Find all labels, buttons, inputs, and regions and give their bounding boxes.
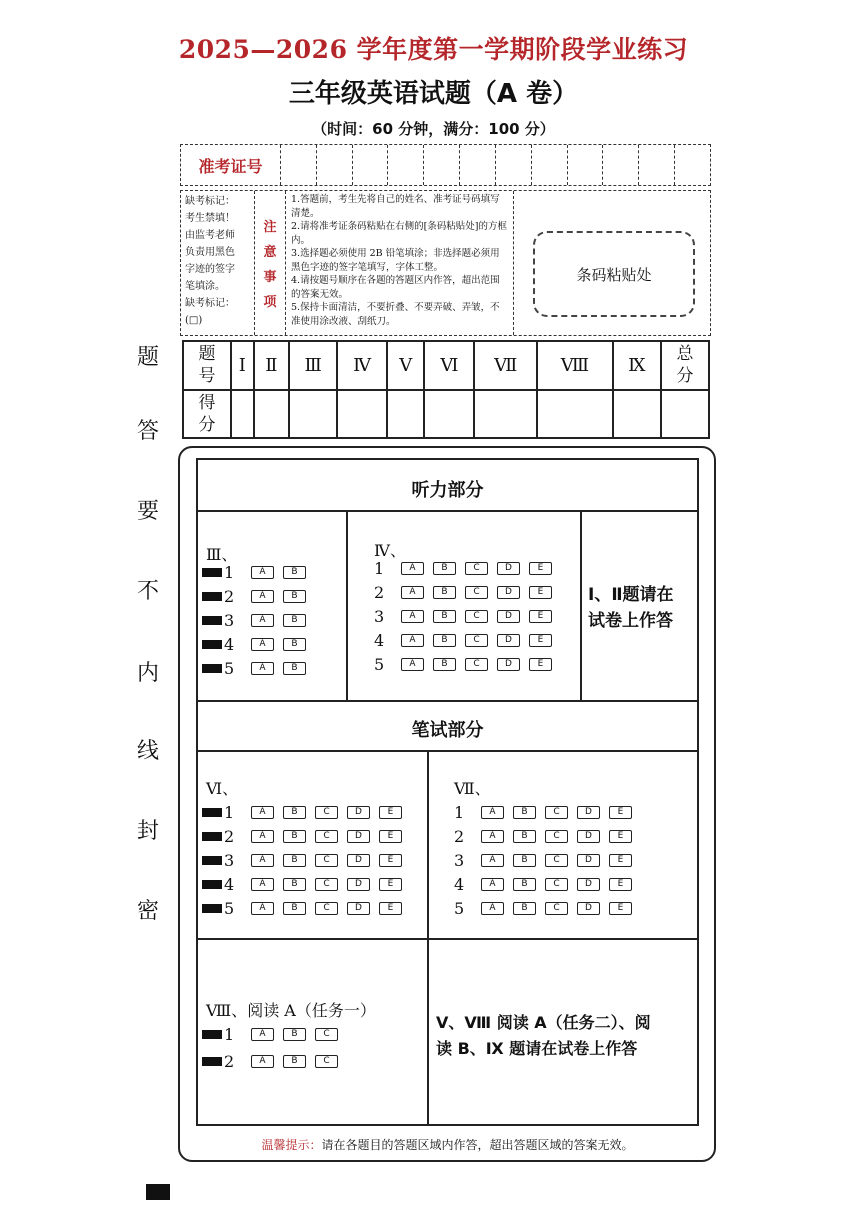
question-number: 5 <box>224 658 235 678</box>
writing-note: Ⅴ、Ⅷ 阅读 A（任务二）、阅 读 B、Ⅸ 题请在试卷上作答 <box>436 1013 651 1058</box>
rule-item: 4.请按题号顺序在各题的答题区内作答，超出范围的答案无效。 <box>291 275 500 300</box>
answer-bubble-c[interactable]: C <box>465 586 488 599</box>
barcode-area[interactable]: 条码粘贴处 <box>533 231 695 317</box>
question-number: 1 <box>224 1024 235 1044</box>
divider <box>198 510 697 512</box>
alignment-mark <box>146 1184 170 1200</box>
answer-bubble-b[interactable]: B <box>283 854 306 867</box>
absence-mark-line: 笔填涂。 <box>185 281 225 292</box>
answer-bubble-a[interactable]: A <box>481 878 504 891</box>
answer-bubble-d[interactable]: D <box>497 562 520 575</box>
answer-bubble-a[interactable]: A <box>481 902 504 915</box>
score-table <box>182 340 710 439</box>
timing-mark <box>202 880 222 889</box>
score-cell[interactable] <box>254 390 289 439</box>
q8-label: Ⅷ、阅读 A（任务一） <box>206 1001 376 1020</box>
answer-row <box>202 660 306 676</box>
answer-bubble-a[interactable]: A <box>401 562 424 575</box>
answer-bubble-d[interactable]: D <box>347 902 370 915</box>
answer-bubble-a[interactable]: A <box>251 638 274 651</box>
question-number: 5 <box>224 898 235 918</box>
answer-bubble-d[interactable]: D <box>577 830 600 843</box>
answer-bubble-c[interactable]: C <box>315 902 338 915</box>
question-number: 4 <box>374 630 385 650</box>
answer-bubble-a[interactable]: A <box>251 902 274 915</box>
answer-bubble-a[interactable]: A <box>401 634 424 647</box>
answer-bubble-b[interactable]: B <box>283 638 306 651</box>
total-score-header: 总 分 <box>661 341 709 390</box>
answer-bubble-e[interactable]: E <box>529 562 552 575</box>
admission-digit-cell[interactable] <box>639 145 675 185</box>
q7-label: Ⅶ、 <box>454 779 491 798</box>
answer-bubble-b[interactable]: B <box>283 806 306 819</box>
answer-row <box>202 828 402 844</box>
timing-mark <box>202 1030 222 1039</box>
answer-bubble-b[interactable]: B <box>433 658 456 671</box>
answer-bubble-c[interactable]: C <box>545 854 568 867</box>
score-cell[interactable] <box>424 390 474 439</box>
exam-time-info: （时间：60 分钟，满分：100 分） <box>312 120 555 138</box>
question-number: 4 <box>224 634 235 654</box>
timing-mark <box>202 1057 222 1066</box>
hint-prefix: 温馨提示： <box>261 1138 322 1152</box>
answer-bubble-d[interactable]: D <box>497 586 520 599</box>
answer-bubble-e[interactable]: E <box>609 854 632 867</box>
divider <box>427 750 429 1124</box>
answer-bubble-a[interactable]: A <box>251 566 274 579</box>
answer-bubble-a[interactable]: A <box>251 854 274 867</box>
writing-section-title: 笔试部分 <box>411 720 484 741</box>
answer-bubble-d[interactable]: D <box>497 634 520 647</box>
admission-digit-cell[interactable] <box>532 145 568 185</box>
absence-mark-line: 缺考标记： <box>185 298 235 309</box>
answer-bubble-a[interactable]: A <box>401 610 424 623</box>
divider <box>198 938 697 940</box>
question-number: 3 <box>224 850 235 870</box>
answer-row <box>374 632 552 648</box>
answer-bubble-b[interactable]: B <box>513 806 536 819</box>
exam-subtitle: 三年级英语试题（A 卷） <box>288 79 579 109</box>
answer-row <box>202 1026 338 1042</box>
answer-bubble-d[interactable]: D <box>577 878 600 891</box>
answer-bubble-a[interactable]: A <box>251 878 274 891</box>
answer-bubble-d[interactable]: D <box>577 806 600 819</box>
hint-text: 请在各题目的答题区域内作答，超出答题区域的答案无效。 <box>321 1138 634 1152</box>
timing-mark <box>202 568 222 577</box>
answer-bubble-c[interactable]: C <box>465 658 488 671</box>
answer-bubble-c[interactable]: C <box>545 830 568 843</box>
score-cell[interactable] <box>613 390 661 439</box>
answer-bubble-c[interactable]: C <box>545 878 568 891</box>
admission-digit-cell[interactable] <box>317 145 353 185</box>
answer-bubble-a[interactable]: A <box>251 614 274 627</box>
question-number: 1 <box>454 802 465 822</box>
answer-bubble-a[interactable]: A <box>251 662 274 675</box>
answer-bubble-b[interactable]: B <box>513 902 536 915</box>
answer-bubble-c[interactable]: C <box>315 1055 338 1068</box>
question-number-header: 题 号 <box>183 341 231 390</box>
question-number: 1 <box>224 562 235 582</box>
answer-bubble-d[interactable]: D <box>497 658 520 671</box>
score-cell[interactable] <box>231 390 254 439</box>
question-number: 3 <box>374 606 385 626</box>
answer-row <box>202 876 402 892</box>
answer-row <box>202 804 402 820</box>
answer-bubble-c[interactable]: C <box>465 562 488 575</box>
answer-bubble-c[interactable]: C <box>315 854 338 867</box>
admission-number-label: 准考证号 <box>181 145 281 185</box>
answer-bubble-b[interactable]: B <box>433 634 456 647</box>
attention-char: 注 <box>263 220 277 235</box>
answer-bubble-b[interactable]: B <box>433 562 456 575</box>
answer-bubble-c[interactable]: C <box>545 806 568 819</box>
answer-bubble-c[interactable]: C <box>315 806 338 819</box>
answer-bubble-b[interactable]: B <box>283 662 306 675</box>
absence-mark-line: 缺考标记： <box>185 196 235 207</box>
attention-char: 意 <box>263 245 277 260</box>
answer-row <box>202 564 306 580</box>
seal-char: 线 <box>136 739 159 764</box>
seal-char: 题 <box>136 345 159 370</box>
answer-row <box>454 828 632 844</box>
q3-label: Ⅲ、 <box>206 545 238 564</box>
answer-area <box>196 458 699 1126</box>
answer-bubble-a[interactable]: A <box>401 586 424 599</box>
answer-bubble-b[interactable]: B <box>283 614 306 627</box>
answer-bubble-c[interactable]: C <box>545 902 568 915</box>
question-number: 3 <box>454 850 465 870</box>
notes-panel <box>180 190 711 336</box>
timing-mark <box>202 616 222 625</box>
answer-bubble-e[interactable]: E <box>379 854 402 867</box>
warm-hint <box>196 1136 699 1153</box>
answer-bubble-a[interactable]: A <box>251 1055 274 1068</box>
answer-row <box>454 900 632 916</box>
absence-mark-box <box>181 191 255 335</box>
answer-bubble-e[interactable]: E <box>379 806 402 819</box>
attention-heading <box>255 191 286 335</box>
seal-char: 要 <box>136 499 159 524</box>
answer-row <box>202 612 306 628</box>
score-col-header: Ⅵ <box>424 341 474 390</box>
seal-char: 答 <box>136 419 159 444</box>
timing-mark <box>202 640 222 649</box>
score-row-header: 得 分 <box>183 390 231 439</box>
answer-bubble-b[interactable]: B <box>283 590 306 603</box>
answer-bubble-b[interactable]: B <box>433 586 456 599</box>
answer-bubble-b[interactable]: B <box>513 878 536 891</box>
answer-bubble-e[interactable]: E <box>379 830 402 843</box>
answer-bubble-e[interactable]: E <box>609 902 632 915</box>
score-cell[interactable] <box>537 390 613 439</box>
answer-bubble-d[interactable]: D <box>347 830 370 843</box>
answer-row <box>454 876 632 892</box>
answer-bubble-d[interactable]: D <box>497 610 520 623</box>
answer-bubble-e[interactable]: E <box>529 658 552 671</box>
score-cell[interactable] <box>474 390 537 439</box>
answer-row <box>374 656 552 672</box>
answer-bubble-e[interactable]: E <box>609 830 632 843</box>
exam-main-title: 2025—2026 学年度第一学期阶段学业练习 <box>178 35 689 64</box>
answer-bubble-c[interactable]: C <box>315 878 338 891</box>
answer-row <box>202 900 402 916</box>
admission-digit-cell[interactable] <box>675 145 710 185</box>
answer-bubble-b[interactable]: B <box>513 854 536 867</box>
timing-mark <box>202 832 222 841</box>
score-col-header: Ⅳ <box>337 341 387 390</box>
admission-digit-cell[interactable] <box>568 145 604 185</box>
question-number: 4 <box>224 874 235 894</box>
score-col-header: Ⅲ <box>289 341 337 390</box>
divider <box>580 510 582 700</box>
question-number: 1 <box>224 802 235 822</box>
admission-digit-cell[interactable] <box>603 145 639 185</box>
attention-char: 事 <box>263 270 277 285</box>
answer-bubble-e[interactable]: E <box>529 634 552 647</box>
answer-bubble-d[interactable]: D <box>347 878 370 891</box>
timing-mark <box>202 856 222 865</box>
answer-bubble-b[interactable]: B <box>433 610 456 623</box>
answer-row <box>202 588 306 604</box>
seal-char: 不 <box>136 579 159 604</box>
divider <box>346 510 348 700</box>
answer-row <box>202 636 306 652</box>
rule-item: 2.请将准考证条码粘贴在右侧的[条码粘贴处]的方框内。 <box>291 221 507 246</box>
answer-bubble-e[interactable]: E <box>609 806 632 819</box>
answer-bubble-c[interactable]: C <box>315 1028 338 1041</box>
answer-bubble-a[interactable]: A <box>481 806 504 819</box>
timing-mark <box>202 592 222 601</box>
rule-item: 1.答题前，考生先将自己的姓名、准考证号码填写清楚。 <box>291 194 500 219</box>
question-number: 2 <box>454 826 465 846</box>
score-col-header: Ⅱ <box>254 341 289 390</box>
question-number: 5 <box>454 898 465 918</box>
answer-bubble-e[interactable]: E <box>529 610 552 623</box>
score-cell[interactable] <box>387 390 424 439</box>
answer-bubble-c[interactable]: C <box>315 830 338 843</box>
answer-bubble-d[interactable]: D <box>577 902 600 915</box>
listening-section-title: 听力部分 <box>411 480 484 501</box>
answer-bubble-b[interactable]: B <box>283 566 306 579</box>
absence-mark-line: 字迹的签字 <box>185 264 235 275</box>
attention-char: 项 <box>263 295 277 310</box>
answer-row <box>374 584 552 600</box>
admission-digit-cell[interactable] <box>424 145 460 185</box>
total-score-cell[interactable] <box>661 390 709 439</box>
seal-char: 封 <box>136 819 159 844</box>
question-number: 2 <box>224 826 235 846</box>
answer-bubble-b[interactable]: B <box>283 878 306 891</box>
answer-bubble-b[interactable]: B <box>283 902 306 915</box>
answer-bubble-b[interactable]: B <box>283 1028 306 1041</box>
answer-bubble-a[interactable]: A <box>251 830 274 843</box>
answer-bubble-d[interactable]: D <box>347 806 370 819</box>
question-number: 2 <box>224 1051 235 1071</box>
rule-item: 5.保持卡面清洁，不要折叠、不要弄破、弄皱，不准使用涂改液、刮纸刀。 <box>291 302 500 327</box>
q4-label: Ⅳ、 <box>374 541 406 560</box>
score-cell[interactable] <box>337 390 387 439</box>
timing-mark <box>202 904 222 913</box>
question-number: 5 <box>374 654 385 674</box>
seal-char: 密 <box>136 899 159 924</box>
score-col-header: Ⅷ <box>537 341 613 390</box>
question-number: 3 <box>224 610 235 630</box>
admission-digit-cell[interactable] <box>388 145 424 185</box>
answer-bubble-b[interactable]: B <box>283 1055 306 1068</box>
absence-mark-checkbox[interactable]: (□) <box>185 315 203 326</box>
answer-bubble-e[interactable]: E <box>609 878 632 891</box>
admission-digit-cell[interactable] <box>353 145 389 185</box>
score-col-header: Ⅰ <box>231 341 254 390</box>
answer-row <box>374 560 552 576</box>
divider <box>198 700 697 702</box>
absence-mark-line: 由监考老师 <box>185 230 235 241</box>
answer-bubble-d[interactable]: D <box>347 854 370 867</box>
answer-bubble-c[interactable]: C <box>465 610 488 623</box>
score-col-header: Ⅶ <box>474 341 537 390</box>
answer-bubble-b[interactable]: B <box>513 830 536 843</box>
absence-mark-line: 负责用黑色 <box>185 247 235 258</box>
seal-char: 内 <box>136 661 159 686</box>
question-number: 2 <box>374 582 385 602</box>
timing-mark <box>202 808 222 817</box>
answer-bubble-e[interactable]: E <box>529 586 552 599</box>
answer-bubble-a[interactable]: A <box>401 658 424 671</box>
answer-row <box>202 852 402 868</box>
answer-row <box>202 1053 338 1069</box>
score-col-header: Ⅸ <box>613 341 661 390</box>
answer-bubble-d[interactable]: D <box>577 854 600 867</box>
answer-bubble-a[interactable]: A <box>481 854 504 867</box>
score-col-header: Ⅴ <box>387 341 424 390</box>
answer-bubble-b[interactable]: B <box>283 830 306 843</box>
admission-number-box <box>180 144 711 186</box>
q6-label: Ⅵ、 <box>206 779 239 798</box>
answer-bubble-a[interactable]: A <box>251 1028 274 1041</box>
timing-mark <box>202 664 222 673</box>
admission-digit-cell[interactable] <box>281 145 317 185</box>
divider <box>198 750 697 752</box>
answer-bubble-a[interactable]: A <box>251 590 274 603</box>
answer-bubble-e[interactable]: E <box>379 878 402 891</box>
answer-bubble-a[interactable]: A <box>481 830 504 843</box>
rules-list <box>286 191 514 335</box>
answer-bubble-c[interactable]: C <box>465 634 488 647</box>
admission-digit-cell[interactable] <box>496 145 532 185</box>
absence-mark-line: 考生禁填！ <box>185 213 235 224</box>
admission-digit-cell[interactable] <box>460 145 496 185</box>
answer-row <box>454 852 632 868</box>
question-number: 2 <box>224 586 235 606</box>
answer-row <box>454 804 632 820</box>
score-cell[interactable] <box>289 390 337 439</box>
question-number: 1 <box>374 558 385 578</box>
answer-bubble-e[interactable]: E <box>379 902 402 915</box>
question-number: 4 <box>454 874 465 894</box>
answer-bubble-a[interactable]: A <box>251 806 274 819</box>
rule-item: 3.选择题必须使用 2B 铅笔填涂；非选择题必须用黑色字迹的签字笔填写，字体工整。 <box>291 248 500 273</box>
answer-row <box>374 608 552 624</box>
listening-note: Ⅰ、Ⅱ题请在 试卷上作答 <box>588 585 674 631</box>
